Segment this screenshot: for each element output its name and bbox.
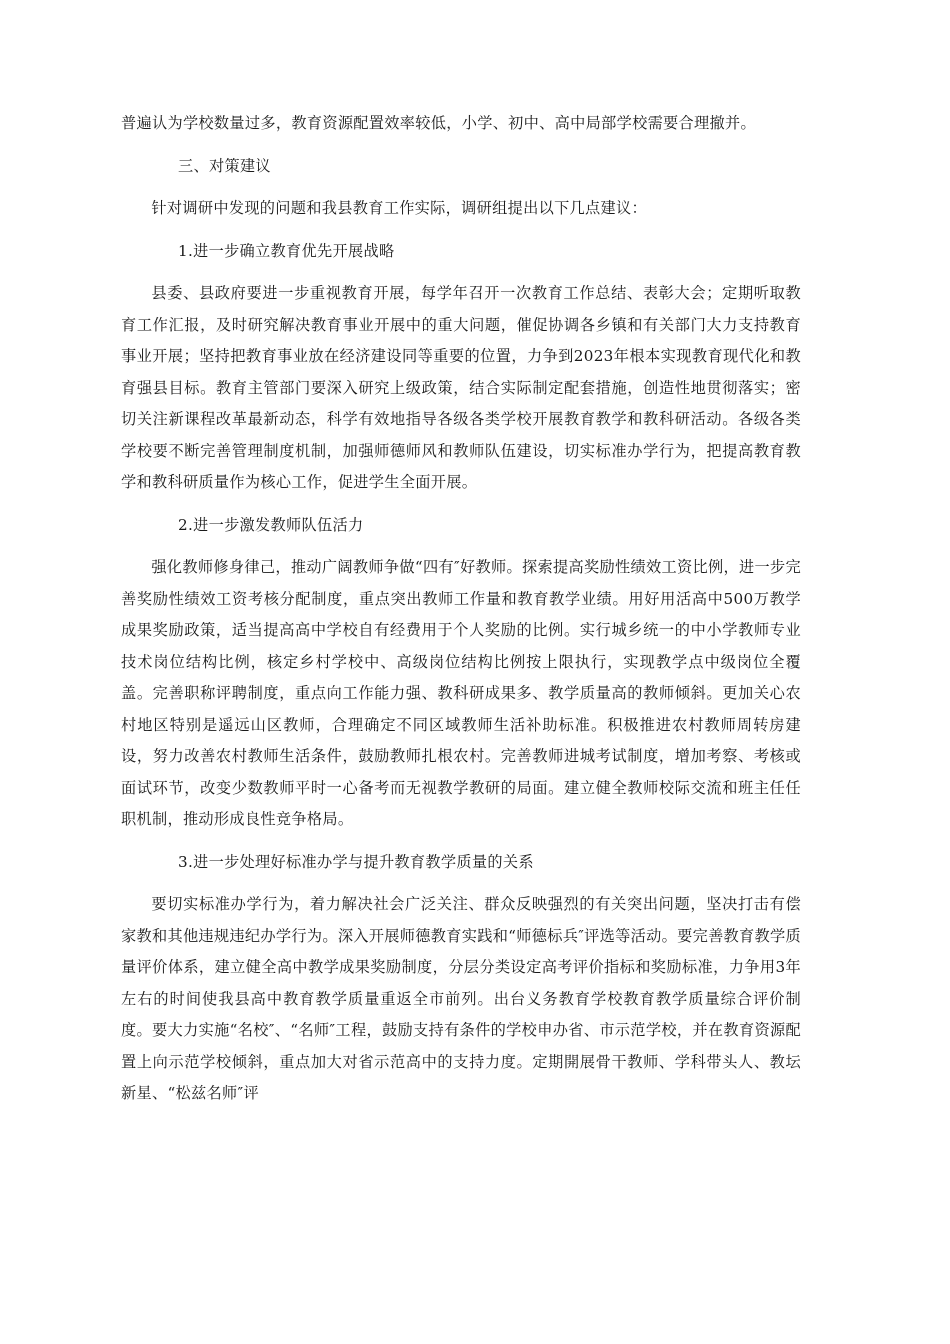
subheading-2: 2.进一步激发教师队伍活力 xyxy=(178,515,364,534)
subheading-1: 1.进一步确立教育优先开展战略 xyxy=(178,241,395,260)
paragraph-intro: 针对调研中发现的问题和我县教育工作实际，调研组提出以下几点建议： xyxy=(151,199,647,217)
document-page xyxy=(121,108,801,1110)
paragraph-1-body: 县委、县政府要进一步重视教育开展，每学年召开一次教育工作总结、表彰大会；定期听取教育工作汇报，及时研究解决教育事业开展中的重大问题，催促协调各乡镇和有关部门大力支持教育事业开展；坚持把教育事业放在经济建设同等重要的位置，力争到2023年根本实现教育现代化和教育强县目标。教育主管部门要深入研究上级政策，结合实际制定配套措施，创造性地贯彻落实；密切关注新课程改革最新动态，科学有效地指导各级各类学校开展教育教学和教科研活动。各级各类学校要不断完善管理制度机制，加强师德师风和教师队伍建设，切实标准办学行为，把提高教育教学和教科研质量作为核心工作，促进学生全面开展。 xyxy=(121,284,801,491)
paragraph-3-body: 要切实标准办学行为，着力解决社会广泛关注、群众反映强烈的有关突出问题，坚决打击有偿家教和其他违规违纪办学行为。深入开展师德教育实践和“师德标兵″评选等活动。要完善教育教学质量评价体系，建立健全高中教学成果奖励制度，分层分类设定高考评价指标和奖励标准，力争用3年左右的时间使我县高中教育教学质量重返全市前列。出台义务教育学校教育教学质量综合评价制度。要大力实施“名校″、“名师″工程，鼓励支持有条件的学校申办省、市示范学校，并在教育资源配置上向示范学校倾斜，重点加大对省示范高中的支持力度。定期開展骨干教师、学科带头人、教坛新星、“松兹名师″评 xyxy=(121,895,801,1102)
subheading-3: 3.进一步处理好标准办学与提升教育教学质量的关系 xyxy=(178,852,534,871)
section-heading-countermeasures: 三、对策建议 xyxy=(178,156,271,175)
paragraph-continuation: 普遍认为学校数量过多，教育资源配置效率较低，小学、初中、高中局部学校需要合理撤并。 xyxy=(121,114,756,132)
paragraph-2-body: 强化教师修身律己，推动广阔教师争做“四有″好教师。探索提高奖励性绩效工资比例，进一步完善奖励性绩效工资考核分配制度，重点突出教师工作量和教育教学业绩。用好用活高中500万教学成果奖励政策，适当提高高中学校自有经费用于个人奖励的比例。实行城乡统一的中小学教师专业技术岗位结构比例，核定乡村学校中、高级岗位结构比例按上限执行，实现教学点中级岗位全覆盖。完善职称评聘制度，重点向工作能力强、教科研成果多、教学质量高的教师倾斜。更加关心农村地区特别是遥远山区教师，合理确定不同区域教师生活补助标准。积极推进农村教师周转房建设，努力改善农村教师生活条件，鼓励教师扎根农村。完善教师进城考试制度，增加考察、考核或面试环节，改变少数教师平时一心备考而无视教学教研的局面。建立健全教师校际交流和班主任任职机制，推动形成良性竞争格局。 xyxy=(121,558,801,828)
